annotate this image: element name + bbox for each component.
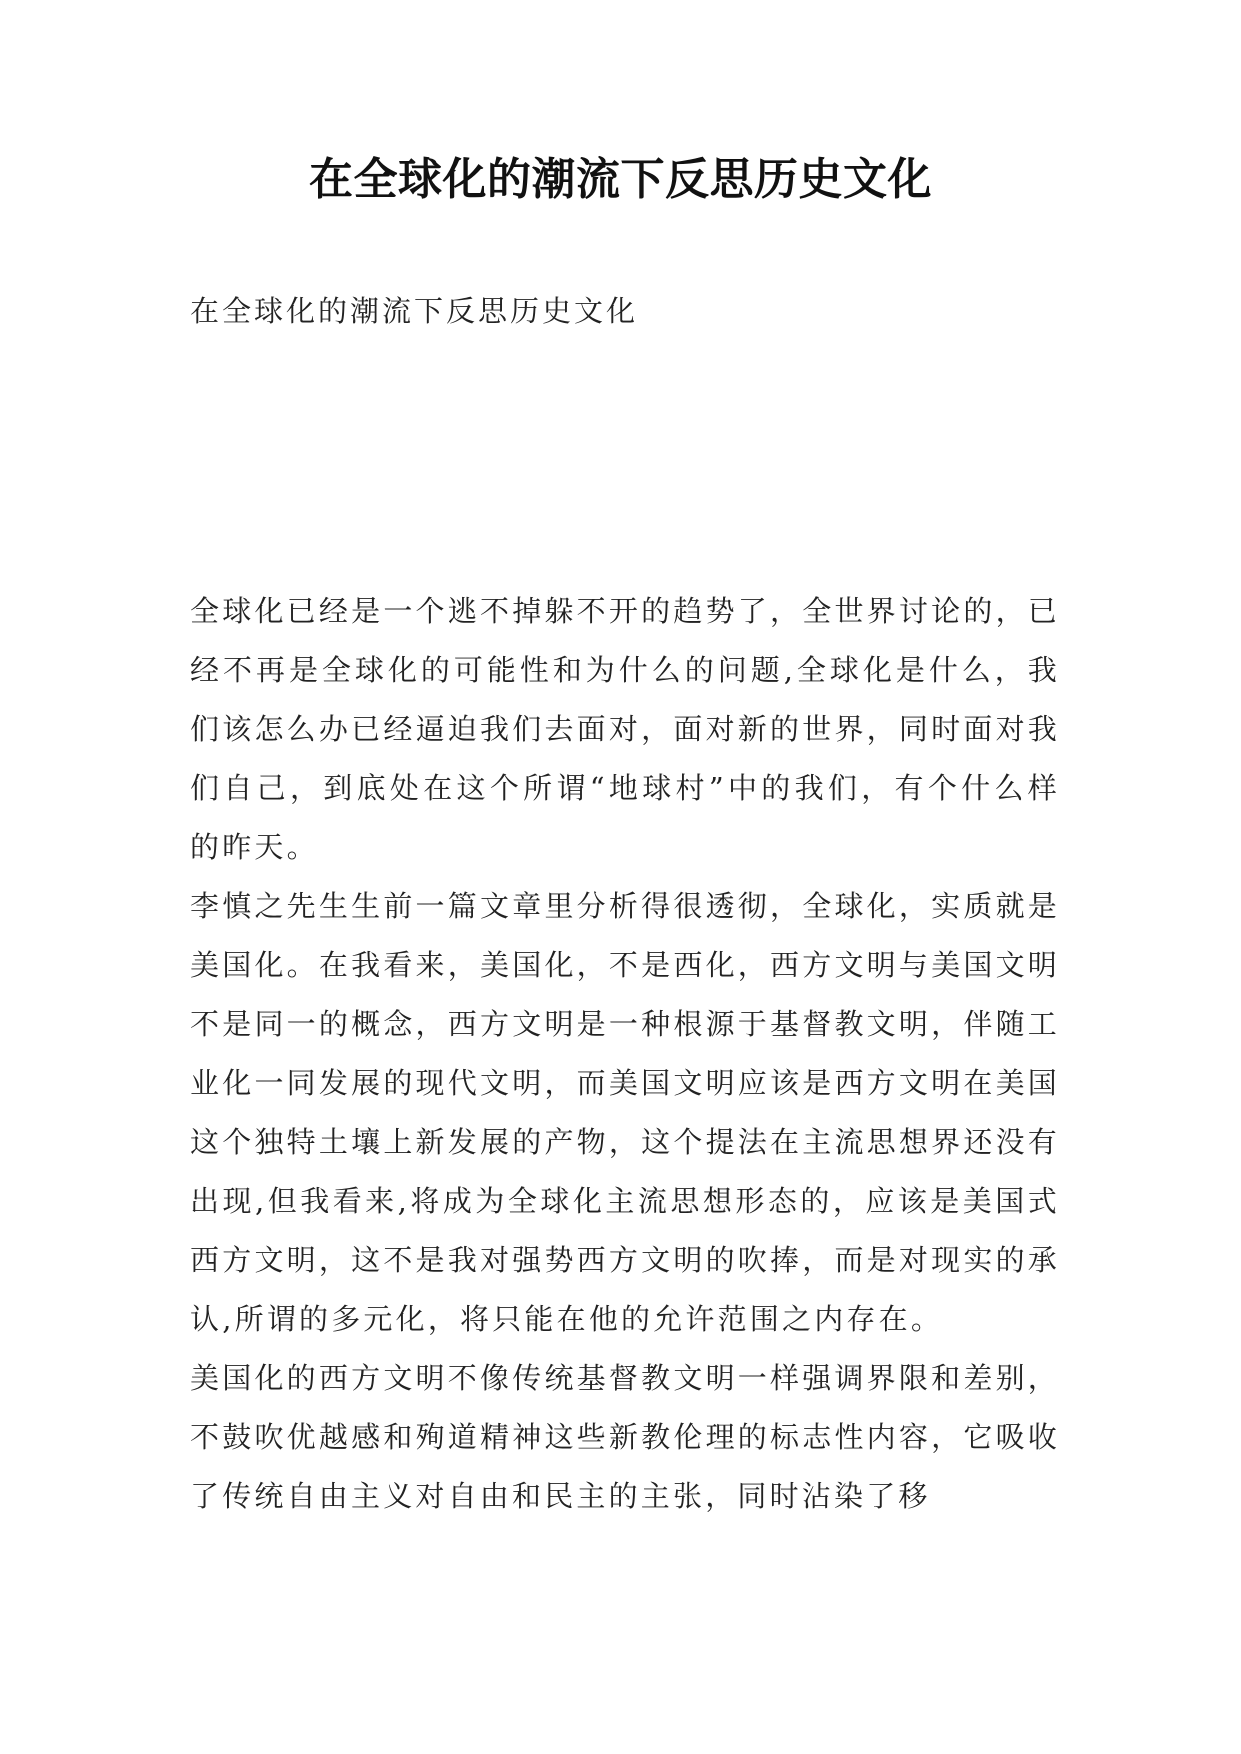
body-paragraph: 全球化已经是一个逃不掉躲不开的趋势了，全世界讨论的，已经不再是全球化的可能性和为什么的问题,全球化是什么，我们该怎么办已经逼迫我们去面对，面对新的世界，同时面对我们自己，到底处在这个所谓“地球村”中的我们，有个什么样的昨天。 [190, 594, 1060, 864]
document-subtitle: 在全球化的潮流下反思历史文化 [190, 294, 639, 328]
document-body [190, 582, 1060, 1526]
document-title: 在全球化的潮流下反思历史文化 [309, 154, 932, 205]
body-paragraph: 李慎之先生生前一篇文章里分析得很透彻，全球化，实质就是美国化。在我看来，美国化，不是西化，西方文明与美国文明不是同一的概念，西方文明是一种根源于基督教文明，伴随工业化一同发展的现代文明，而美国文明应该是西方文明在美国这个独特土壤上新发展的产物，这个提法在主流思想界还没有出现,但我看来,将成为全球化主流思想形态的，应该是美国式西方文明，这不是我对强势西方文明的吹捧，而是对现实的承认,所谓的多元化，将只能在他的允许范围之内存在。 [190, 889, 1060, 1336]
body-paragraph: 美国化的西方文明不像传统基督教文明一样强调界限和差别，不鼓吹优越感和殉道精神这些新教伦理的标志性内容，它吸收了传统自由主义对自由和民主的主张，同时沾染了移 [190, 1361, 1060, 1513]
